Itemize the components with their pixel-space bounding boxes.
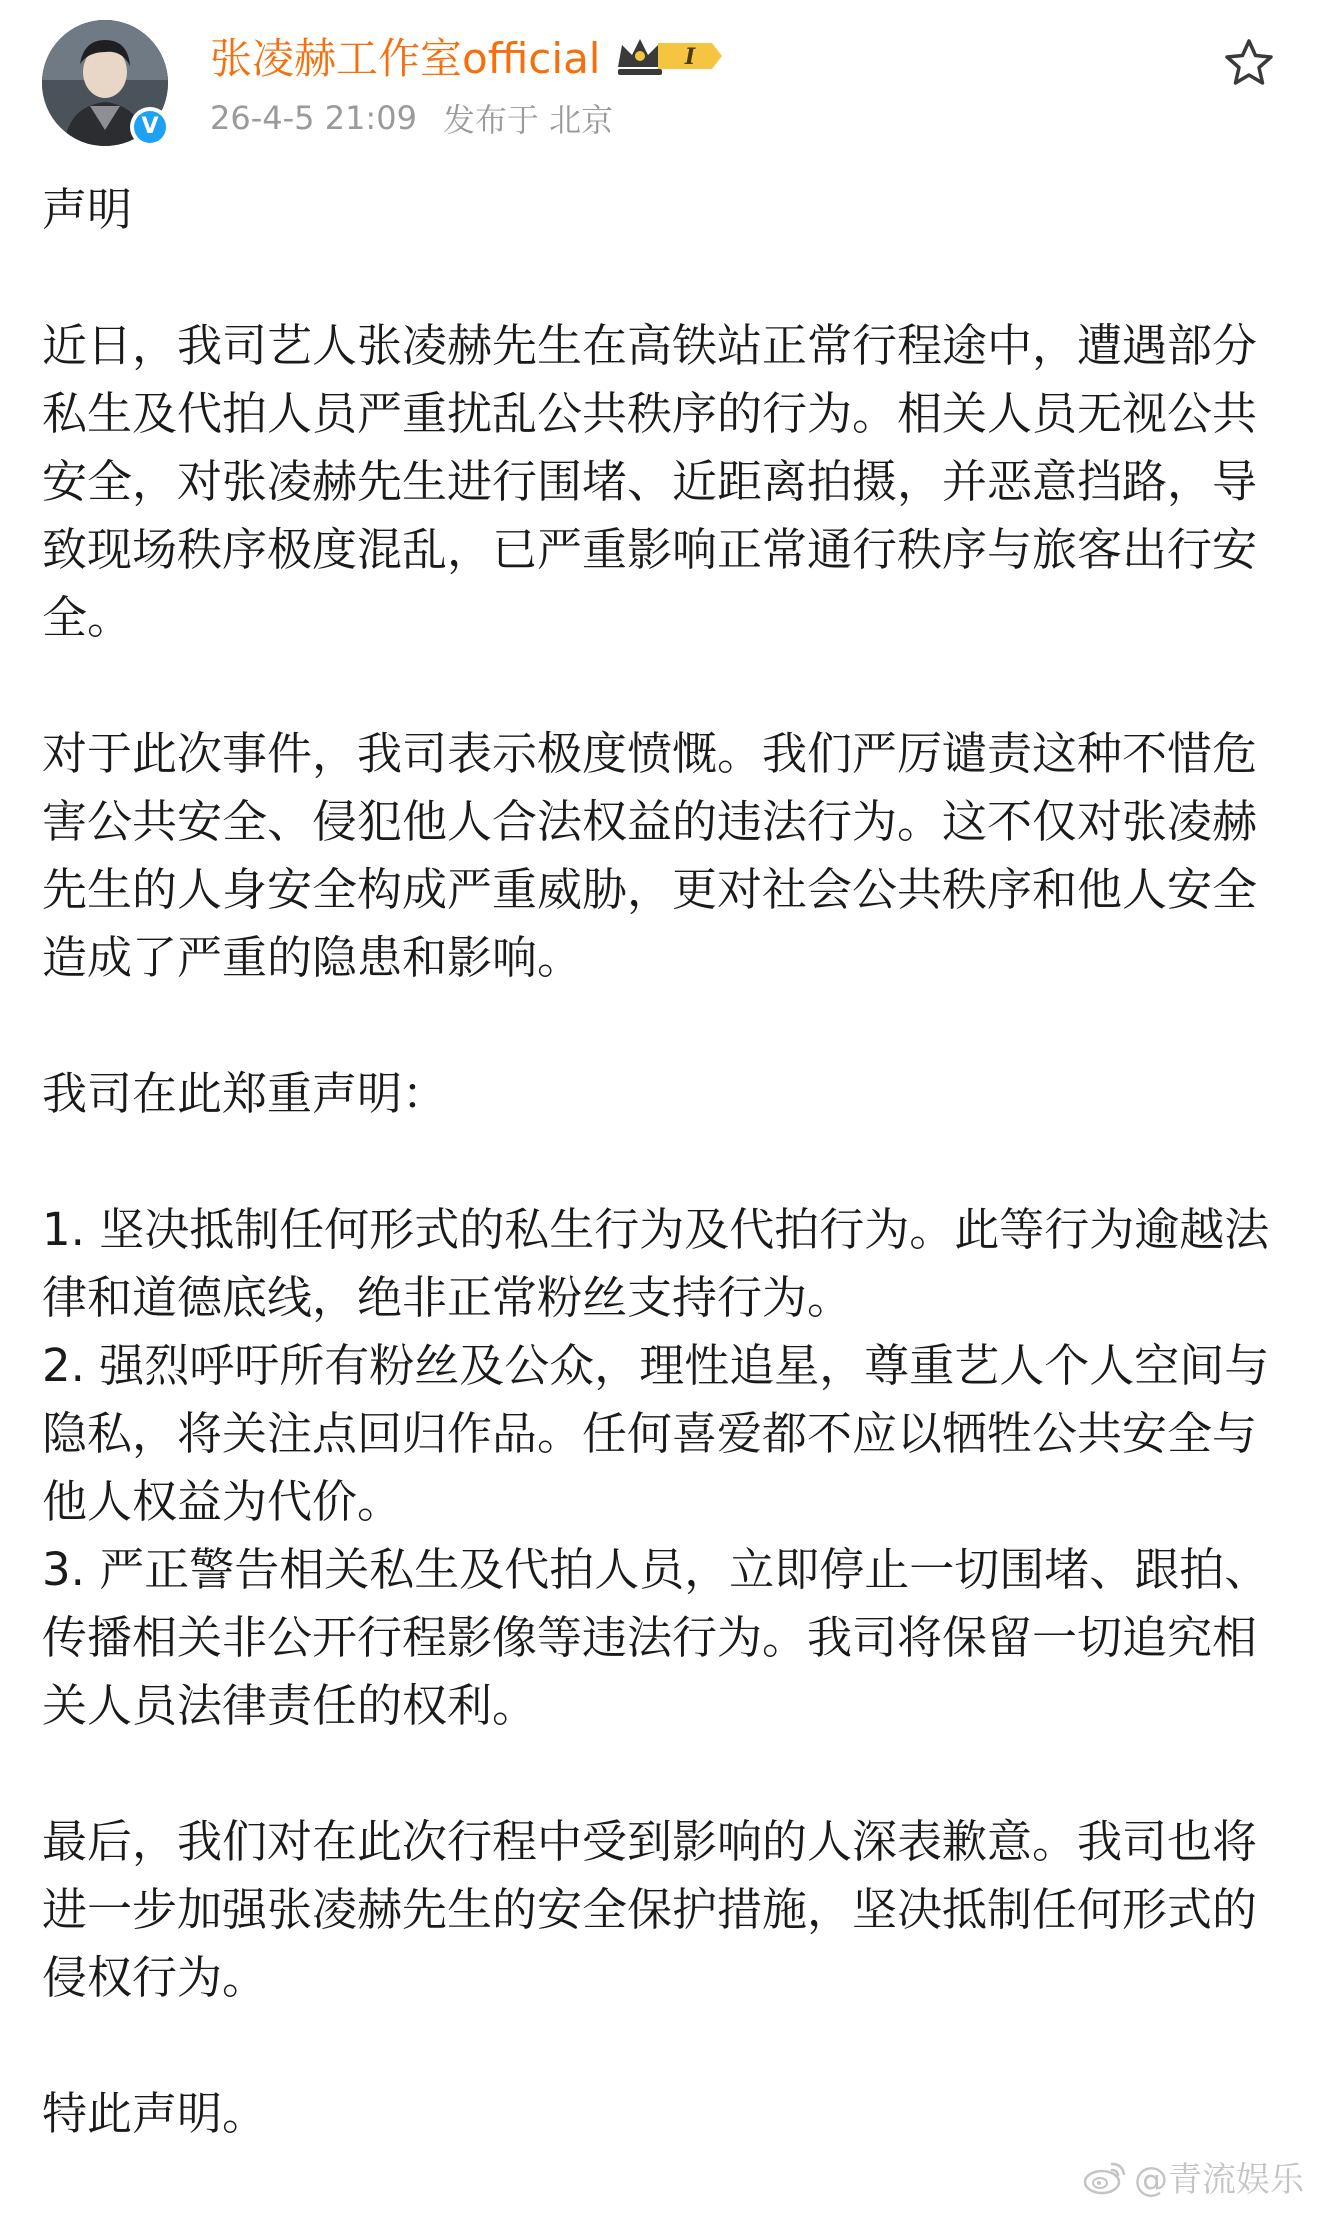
- favorite-star-icon[interactable]: [1222, 36, 1276, 90]
- author-row: [210, 28, 726, 84]
- member-level-badge-icon: [614, 33, 726, 79]
- watermark-text: @青流娱乐: [1134, 2160, 1304, 2200]
- declaration-intro: 我司在此郑重声明：: [42, 1067, 448, 1120]
- statement-title: 声明: [42, 183, 133, 236]
- post-header: [0, 0, 1320, 160]
- author-name[interactable]: 张凌赫工作室official: [210, 34, 601, 83]
- declaration-point-3: 3. 严正警告相关私生及代拍人员，立即停止一切围堵、跟拍、传播相关非公开行程影像等违法行为。我司将保留一切追究相关人员法律责任的权利。: [42, 1543, 1270, 1732]
- weibo-logo-icon: [1082, 2158, 1128, 2196]
- paragraph-closing: 最后，我们对在此次行程中受到影响的人深表歉意。我司也将进一步加强张凌赫先生的安全保护措施，坚决抵制任何形式的侵权行为。: [42, 1815, 1258, 2004]
- post-timestamp: 26-4-5 21:09: [210, 99, 417, 137]
- post-meta: [210, 96, 613, 140]
- paragraph-condemnation: 对于此次事件，我司表示极度愤慨。我们严厉谴责这种不惜危害公共安全、侵犯他人合法权益的违法行为。这不仅对张凌赫先生的人身安全构成严重威胁，更对社会公共秩序和他人安全造成了严重的隐患和影响。: [42, 727, 1258, 984]
- source-watermark: [1082, 2152, 1304, 2201]
- declaration-point-1: 1. 坚决抵制任何形式的私生行为及代拍行为。此等行为逾越法律和道德底线，绝非正常粉丝支持行为。: [42, 1203, 1270, 1324]
- verified-badge: [130, 107, 170, 147]
- declaration-point-2: 2. 强烈呼吁所有粉丝及公众，理性追星，尊重艺人个人空间与隐私，将关注点回归作品。任何喜爱都不应以牺牲公共安全与他人权益为代价。: [42, 1339, 1270, 1528]
- post-location: 发布于 北京: [442, 101, 614, 139]
- post-body: [42, 176, 1282, 2216]
- paragraph-incident: 近日，我司艺人张凌赫先生在高铁站正常行程途中，遭遇部分私生及代拍人员严重扰乱公共秩序的行为。相关人员无视公共安全，对张凌赫先生进行围堵、近距离拍摄，并恶意挡路，导致现场秩序极度混乱，已严重影响正常通行秩序与旅客出行安全。: [42, 319, 1258, 644]
- signoff: 特此声明。: [42, 2087, 268, 2140]
- verified-check-icon: V: [134, 111, 166, 143]
- level-badge-label: I: [685, 44, 696, 70]
